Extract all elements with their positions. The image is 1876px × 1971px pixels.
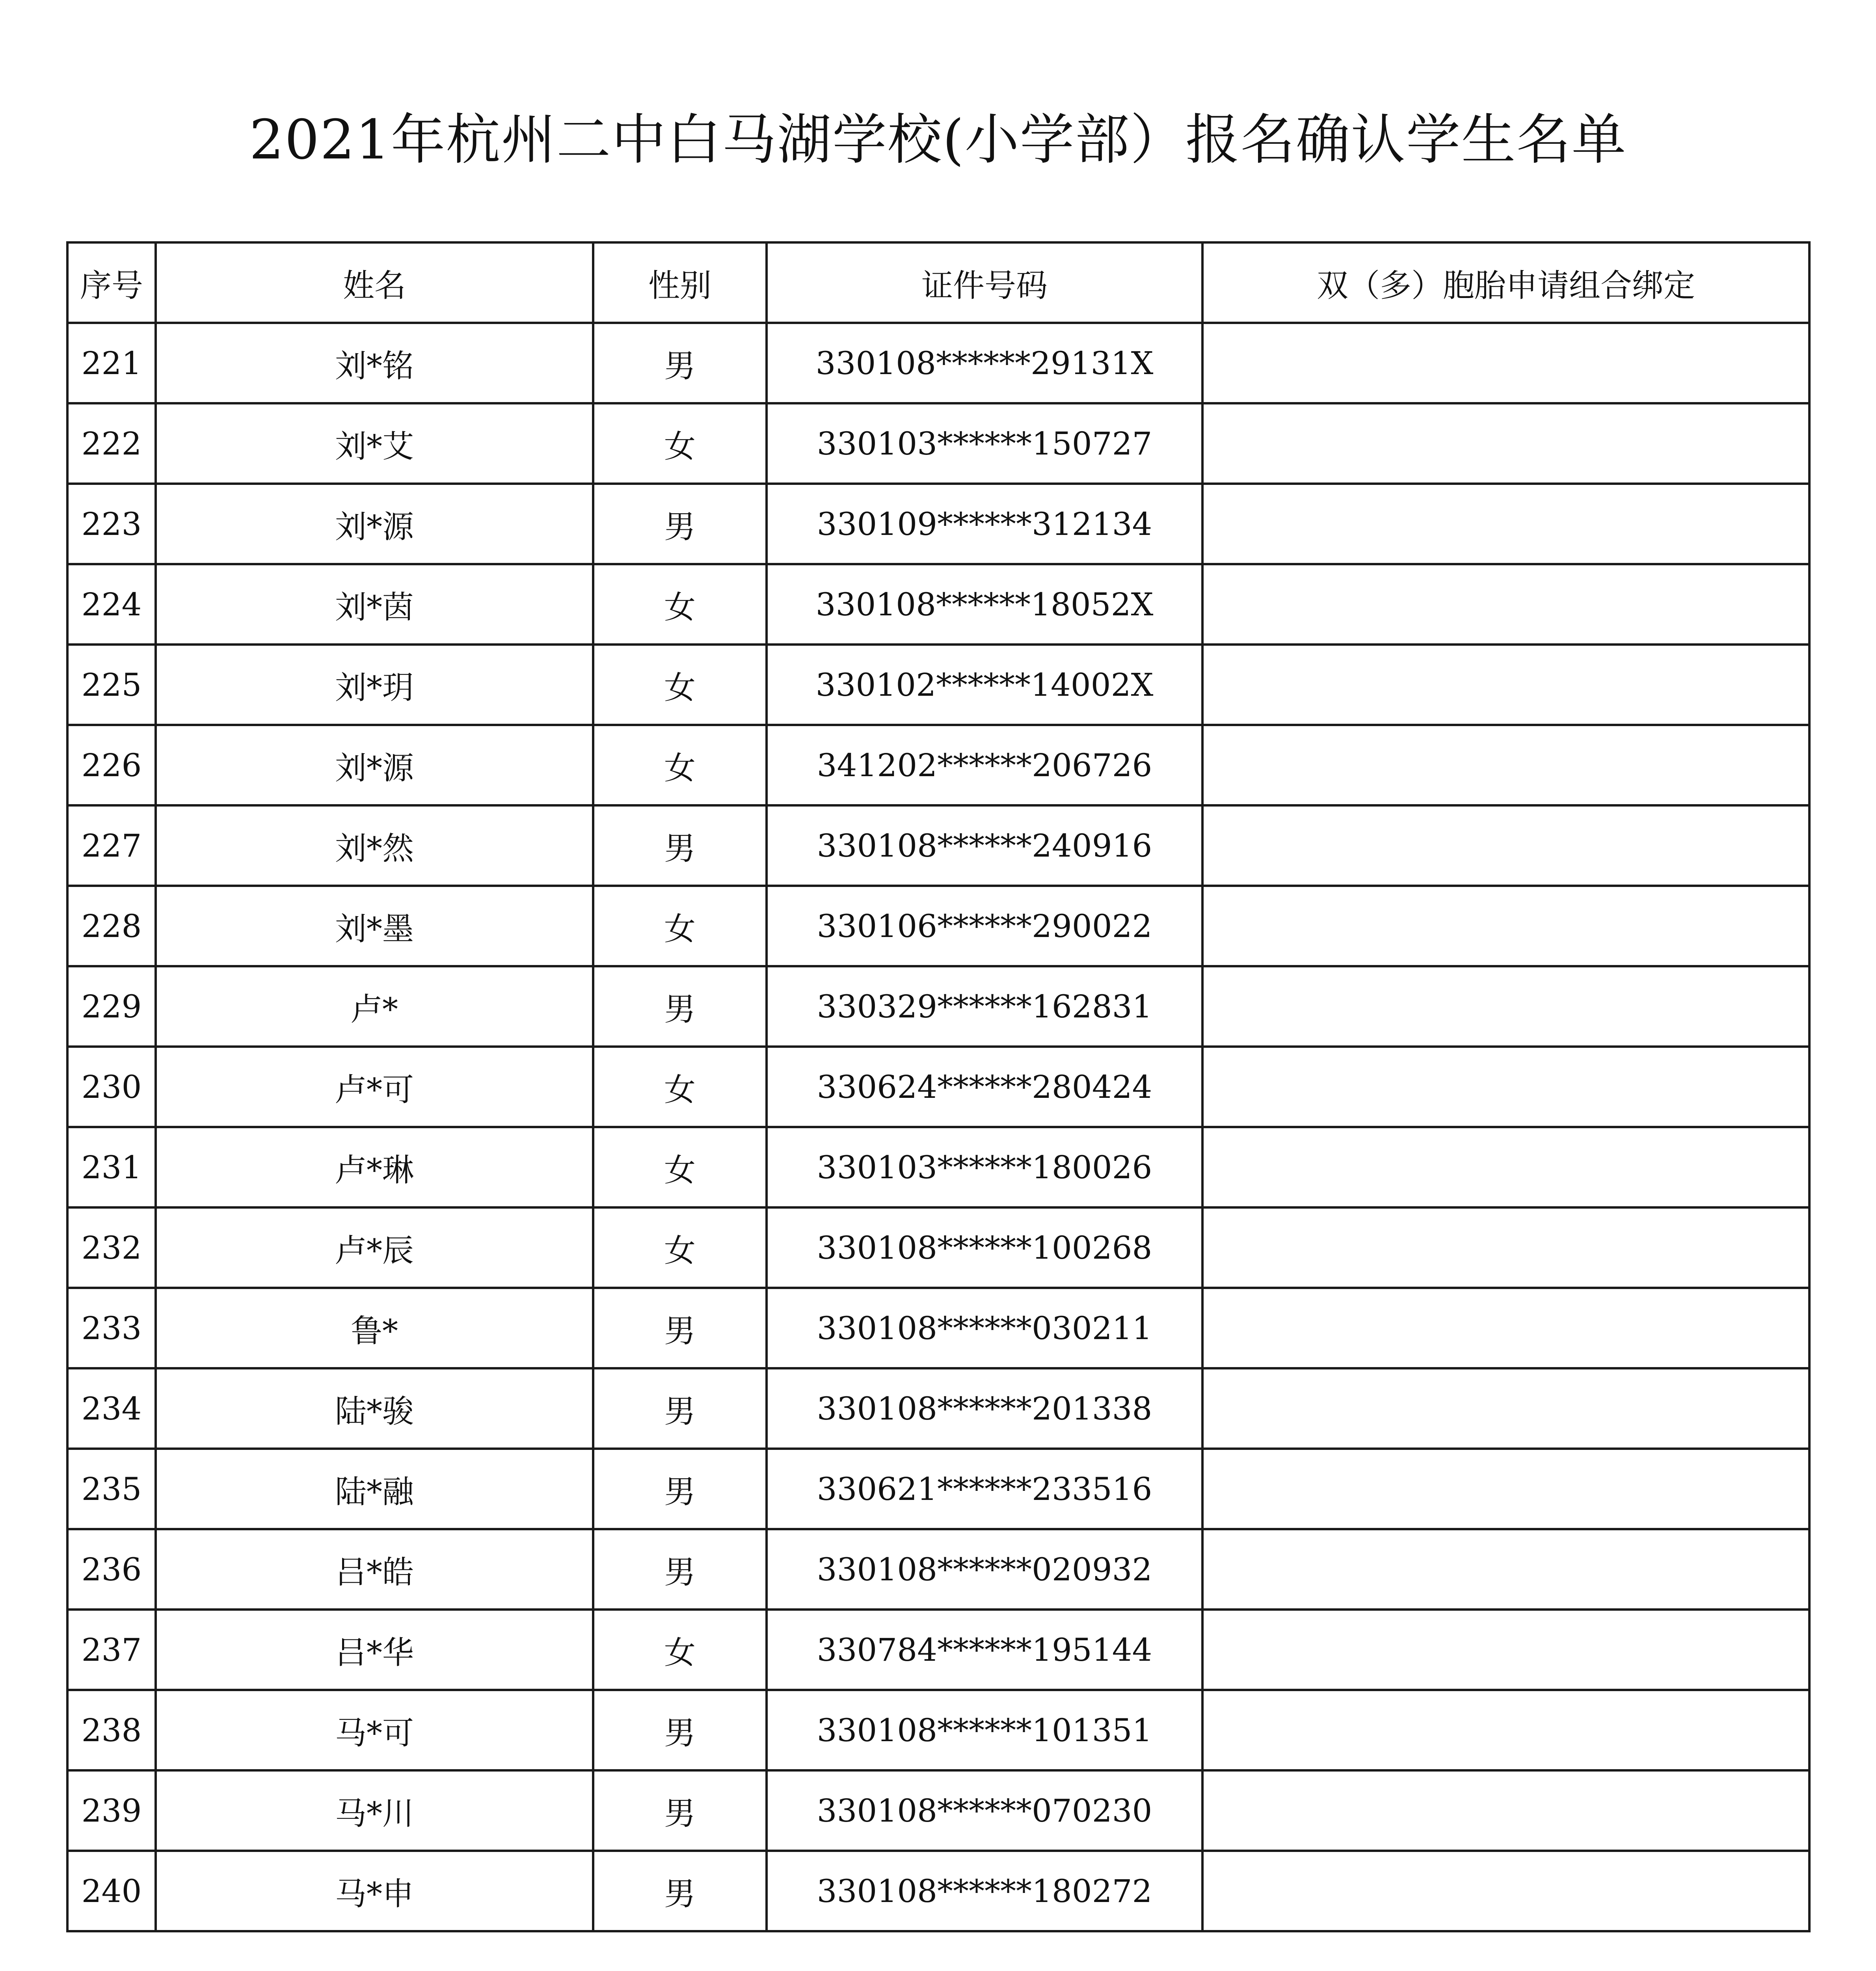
cell-name: 卢*辰	[156, 1207, 593, 1288]
table-row	[67, 323, 1809, 403]
cell-gender: 男	[593, 1851, 767, 1931]
table-row	[67, 1529, 1809, 1610]
cell-twin-binding	[1202, 1288, 1809, 1368]
cell-twin-binding	[1202, 1690, 1809, 1770]
cell-twin-binding	[1202, 1529, 1809, 1610]
cell-index: 239	[67, 1770, 156, 1851]
table-row	[67, 1851, 1809, 1931]
cell-gender: 女	[593, 564, 767, 645]
cell-gender: 女	[593, 645, 767, 725]
cell-name: 刘*墨	[156, 886, 593, 966]
cell-id-number: 330106******290022	[767, 886, 1202, 966]
table-row	[67, 1610, 1809, 1690]
cell-twin-binding	[1202, 805, 1809, 886]
cell-name: 刘*然	[156, 805, 593, 886]
header-index: 序号	[67, 242, 156, 323]
table-row	[67, 645, 1809, 725]
cell-gender: 男	[593, 1690, 767, 1770]
cell-index: 234	[67, 1368, 156, 1449]
cell-id-number: 330329******162831	[767, 966, 1202, 1047]
cell-twin-binding	[1202, 1047, 1809, 1127]
cell-id-number: 341202******206726	[767, 725, 1202, 805]
cell-gender: 女	[593, 1610, 767, 1690]
header-gender: 性别	[593, 242, 767, 323]
cell-twin-binding	[1202, 966, 1809, 1047]
table-header-row	[67, 242, 1809, 323]
cell-index: 233	[67, 1288, 156, 1368]
cell-index: 222	[67, 403, 156, 484]
page-title: 2021年杭州二中白马湖学校(小学部）报名确认学生名单	[249, 108, 1627, 171]
table-row	[67, 403, 1809, 484]
table-row	[67, 1207, 1809, 1288]
cell-twin-binding	[1202, 1610, 1809, 1690]
cell-index: 221	[67, 323, 156, 403]
cell-index: 236	[67, 1529, 156, 1610]
cell-index: 238	[67, 1690, 156, 1770]
cell-index: 225	[67, 645, 156, 725]
table-row	[67, 484, 1809, 564]
cell-id-number: 330108******070230	[767, 1770, 1202, 1851]
cell-id-number: 330108******020932	[767, 1529, 1202, 1610]
cell-id-number: 330108******201338	[767, 1368, 1202, 1449]
cell-name: 马*申	[156, 1851, 593, 1931]
cell-index: 229	[67, 966, 156, 1047]
cell-name: 陆*融	[156, 1449, 593, 1529]
cell-twin-binding	[1202, 645, 1809, 725]
table-row	[67, 1368, 1809, 1449]
cell-gender: 男	[593, 484, 767, 564]
cell-name: 卢*可	[156, 1047, 593, 1127]
header-id-number: 证件号码	[767, 242, 1202, 323]
student-roster-table	[66, 241, 1811, 1932]
cell-index: 228	[67, 886, 156, 966]
cell-gender: 女	[593, 725, 767, 805]
table-row	[67, 1288, 1809, 1368]
cell-gender: 女	[593, 1047, 767, 1127]
table-row	[67, 1770, 1809, 1851]
cell-twin-binding	[1202, 1449, 1809, 1529]
cell-name: 刘*源	[156, 484, 593, 564]
cell-name: 刘*玥	[156, 645, 593, 725]
cell-gender: 男	[593, 1529, 767, 1610]
cell-twin-binding	[1202, 725, 1809, 805]
table-row	[67, 1690, 1809, 1770]
cell-name: 刘*铭	[156, 323, 593, 403]
cell-id-number: 330108******101351	[767, 1690, 1202, 1770]
cell-index: 223	[67, 484, 156, 564]
header-name: 姓名	[156, 242, 593, 323]
cell-id-number: 330109******312134	[767, 484, 1202, 564]
cell-id-number: 330108******100268	[767, 1207, 1202, 1288]
cell-id-number: 330624******280424	[767, 1047, 1202, 1127]
cell-id-number: 330108******180272	[767, 1851, 1202, 1931]
cell-gender: 女	[593, 1127, 767, 1207]
cell-twin-binding	[1202, 1770, 1809, 1851]
cell-id-number: 330621******233516	[767, 1449, 1202, 1529]
cell-index: 226	[67, 725, 156, 805]
cell-id-number: 330103******150727	[767, 403, 1202, 484]
table-row	[67, 805, 1809, 886]
cell-name: 刘*茵	[156, 564, 593, 645]
cell-gender: 男	[593, 1368, 767, 1449]
cell-id-number: 330103******180026	[767, 1127, 1202, 1207]
cell-gender: 男	[593, 1770, 767, 1851]
cell-twin-binding	[1202, 564, 1809, 645]
cell-index: 232	[67, 1207, 156, 1288]
cell-twin-binding	[1202, 484, 1809, 564]
cell-name: 鲁*	[156, 1288, 593, 1368]
cell-id-number: 330108******18052X	[767, 564, 1202, 645]
cell-twin-binding	[1202, 403, 1809, 484]
cell-name: 卢*琳	[156, 1127, 593, 1207]
table-row	[67, 564, 1809, 645]
cell-gender: 男	[593, 966, 767, 1047]
cell-gender: 女	[593, 1207, 767, 1288]
table-row	[67, 1127, 1809, 1207]
cell-gender: 女	[593, 403, 767, 484]
cell-twin-binding	[1202, 323, 1809, 403]
table-row	[67, 725, 1809, 805]
cell-index: 227	[67, 805, 156, 886]
cell-id-number: 330108******29131X	[767, 323, 1202, 403]
cell-name: 马*川	[156, 1770, 593, 1851]
cell-name: 卢*	[156, 966, 593, 1047]
table-row	[67, 966, 1809, 1047]
cell-id-number: 330784******195144	[767, 1610, 1202, 1690]
cell-twin-binding	[1202, 1207, 1809, 1288]
cell-twin-binding	[1202, 1368, 1809, 1449]
cell-gender: 男	[593, 1449, 767, 1529]
cell-index: 231	[67, 1127, 156, 1207]
cell-gender: 男	[593, 805, 767, 886]
table-body	[67, 323, 1809, 1931]
cell-index: 224	[67, 564, 156, 645]
cell-twin-binding	[1202, 1127, 1809, 1207]
cell-name: 刘*源	[156, 725, 593, 805]
table-row	[67, 1449, 1809, 1529]
cell-index: 237	[67, 1610, 156, 1690]
cell-gender: 男	[593, 323, 767, 403]
cell-twin-binding	[1202, 1851, 1809, 1931]
header-twin-binding: 双（多）胞胎申请组合绑定	[1202, 242, 1809, 323]
cell-name: 马*可	[156, 1690, 593, 1770]
cell-id-number: 330108******240916	[767, 805, 1202, 886]
table-row	[67, 886, 1809, 966]
cell-id-number: 330102******14002X	[767, 645, 1202, 725]
cell-name: 刘*艾	[156, 403, 593, 484]
cell-index: 235	[67, 1449, 156, 1529]
cell-index: 230	[67, 1047, 156, 1127]
cell-gender: 女	[593, 886, 767, 966]
cell-twin-binding	[1202, 886, 1809, 966]
cell-index: 240	[67, 1851, 156, 1931]
table-row	[67, 1047, 1809, 1127]
cell-name: 陆*骏	[156, 1368, 593, 1449]
cell-gender: 男	[593, 1288, 767, 1368]
cell-id-number: 330108******030211	[767, 1288, 1202, 1368]
cell-name: 吕*华	[156, 1610, 593, 1690]
cell-name: 吕*皓	[156, 1529, 593, 1610]
